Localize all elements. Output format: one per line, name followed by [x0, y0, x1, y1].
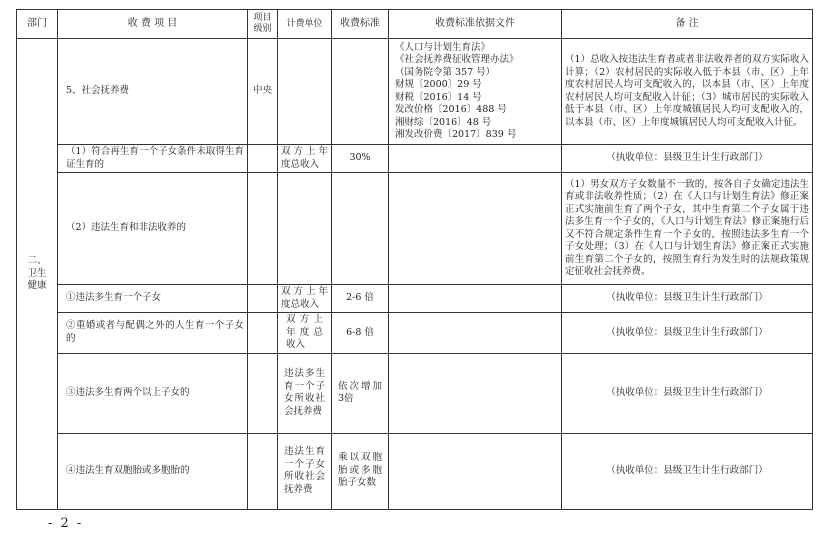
fee-table [16, 9, 813, 510]
basis-line: 湘财综〔2016〕48 号 [395, 116, 492, 128]
row-item: ④违法生育双胞胎或多胞胎的 [58, 433, 248, 509]
row-unit [278, 39, 332, 145]
row-basis [389, 353, 562, 433]
row-remarks: （执收单位：县级卫生计生行政部门） [562, 433, 813, 509]
row-remarks: （1）男女双方子女数量不一致的，按各自子女确定违法生育或非法收养性质；（2）在《人口与计划生育法》修正案正式实施前生育了两个子女，其中生育第二个子女属于违法多生育一个子女的，《人口与计划生育法》修正案施行后又不符合规定条件生育一个子女的，按照违法多生育一个子女处理；（3）在《人口与计划生育法》修正案正式实施前生育第二个子女的，按照生育行为发生时的法规政策规定征收社会抚养费。 [562, 173, 813, 285]
row-standard: 依次增加3倍 [332, 353, 389, 433]
header-remarks: 备 注 [562, 10, 813, 39]
row-unit: 双方上年度总收入 [278, 313, 332, 354]
header-standard: 收费标准 [332, 10, 389, 39]
row-level [248, 313, 278, 354]
row-unit: 违法多生育一个子女所收社会抚养费 [278, 353, 332, 433]
row-basis [389, 173, 562, 285]
row-remarks: （执收单位：县级卫生计生行政部门） [562, 145, 813, 173]
row-standard: 乘以双胞胎或多胞胎子女数 [332, 433, 389, 509]
row-item: ③违法多生育两个以上子女的 [58, 353, 248, 433]
header-level: 项目级别 [248, 10, 278, 39]
basis-line: 湘发改价费〔2017〕839 号 [395, 129, 517, 140]
table-row [17, 353, 813, 433]
row-basis [389, 145, 562, 173]
row-standard: 6-8 倍 [332, 313, 389, 354]
row-remarks: （执收单位：县级卫生计生行政部门） [562, 313, 813, 354]
row-unit: 违法生育一个子女所收社会抚养费 [278, 433, 332, 509]
table-row [17, 39, 813, 145]
table-row [17, 285, 813, 313]
table-row [17, 145, 813, 173]
basis-line: 财税〔2016〕14 号 [395, 91, 482, 103]
row-unit: 双方上年度总收入 [278, 285, 332, 313]
row-level [248, 145, 278, 173]
row-unit [278, 173, 332, 285]
row-level [248, 285, 278, 313]
table-row [17, 313, 813, 354]
table-row [17, 173, 813, 285]
table-row [17, 433, 813, 509]
basis-line: 财规〔2000〕29 号 [395, 79, 482, 90]
row-item: （1）符合再生育一个子女条件未取得生育证生育的 [58, 145, 248, 173]
row-level [248, 353, 278, 433]
row-remarks: （执收单位：县级卫生计生行政部门） [562, 353, 813, 433]
row-standard [332, 39, 389, 145]
header-item: 收 费 项 目 [58, 10, 248, 39]
row-basis [389, 433, 562, 509]
row-item: （2）违法生育和非法收养的 [58, 173, 248, 285]
row-basis [389, 313, 562, 354]
row-standard: 2-6 倍 [332, 285, 389, 313]
row-level: 中央 [248, 39, 278, 145]
header-dept: 部门 [17, 10, 58, 39]
row-unit: 双方上年度总收入 [278, 145, 332, 173]
row-item: ①违法多生育一个子女 [58, 285, 248, 313]
basis-line: 《社会抚养费征收管理办法》 [395, 54, 519, 65]
basis-line: （国务院令第 357 号） [395, 66, 496, 78]
row-basis [389, 39, 562, 145]
page-number: - 2 - [48, 516, 84, 531]
dept-cell: 二、卫生健康 [17, 39, 58, 510]
row-remarks: （执收单位：县级卫生计生行政部门） [562, 285, 813, 313]
basis-line: 发改价格〔2016〕488 号 [395, 104, 507, 115]
row-item: 5、社会抚养费 [58, 39, 248, 145]
header-basis: 收费标准依据文件 [389, 10, 562, 39]
header-unit: 计费单位 [278, 10, 332, 39]
row-standard: 30% [332, 145, 389, 173]
row-item: ②重婚或者与配偶之外的人生育一个子女的 [58, 313, 248, 354]
row-basis [389, 285, 562, 313]
row-standard [332, 173, 389, 285]
basis-line: 《人口与计划生育法》 [395, 41, 491, 53]
row-remarks: （1）总收入按违法生育者或者非法收养者的双方实际收入计算；（2）农村居民的实际收入低于本县（市、区）上年度农村居民人均可支配收入的，以本县（市、区）上年度农村居民人均可支配收入计征；（3）城市居民的实际收入低于本县（市、区）上年度城镇居民人均可支配收入的，以本县（市、区）上年度城镇居民人均可支配收入计征。 [562, 39, 813, 145]
row-level [248, 173, 278, 285]
row-level [248, 433, 278, 509]
header-row [17, 10, 813, 39]
